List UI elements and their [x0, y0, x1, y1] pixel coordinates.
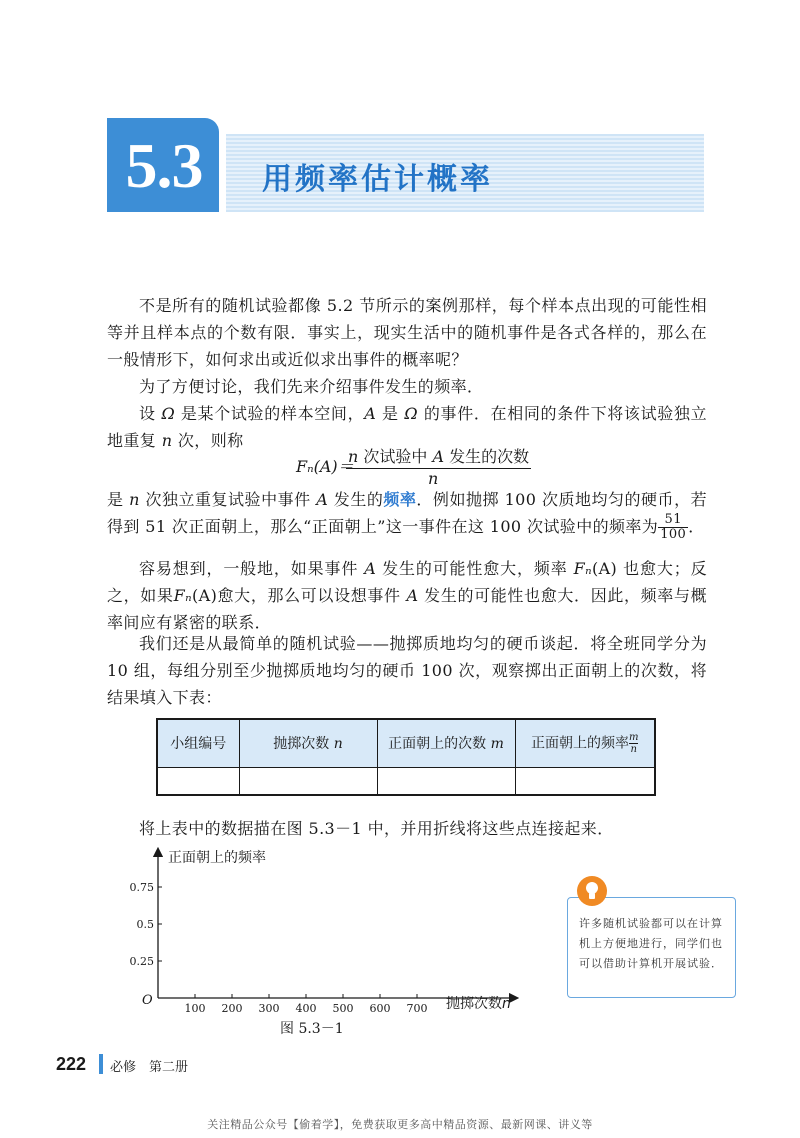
header-text: 正面朝上的频率 — [531, 735, 629, 752]
book-title: 必修 第二册 — [110, 1060, 189, 1075]
text-run: 愈大，那么可以设想事件 — [217, 586, 407, 605]
text-run: 是某个试验的样本空间， — [175, 404, 365, 423]
frequency-chart — [130, 846, 520, 1016]
formula-numerator — [346, 447, 531, 469]
header-var: m — [490, 736, 504, 753]
paragraph-experiment-text: 我们还是从最简单的随机试验——抛掷质地均匀的硬币谈起．将全班同学分为 10 组，每组分别至少抛掷质地均匀的硬币 100 次，观察掷出正面朝上的次数，将结果填入下表： — [107, 634, 707, 707]
paragraph-experiment — [107, 630, 707, 711]
table-header-heads — [377, 719, 515, 767]
header-text: 正面朝上的次数 — [388, 736, 491, 753]
page-number-bar — [99, 1054, 103, 1074]
fraction-51-100 — [658, 513, 688, 542]
paragraph-intro — [107, 292, 707, 373]
text-run: 次，则称 — [172, 431, 244, 450]
fraction-denominator: n — [630, 743, 637, 755]
keyword-frequency: 频率 — [383, 490, 417, 509]
x-tick-label: 100 — [184, 1002, 206, 1015]
table-header-tosses — [239, 719, 377, 767]
fraction-numerator: m — [629, 731, 639, 743]
x-axis-title-text: 抛掷次数 — [446, 996, 502, 1012]
text-run: 设 — [139, 404, 162, 423]
paragraph-frequency — [107, 486, 707, 542]
origin-label: O — [142, 993, 153, 1008]
y-tick-label: 0.5 — [136, 918, 154, 931]
x-tick-label: 300 — [258, 1002, 280, 1015]
table-cell[interactable] — [239, 767, 377, 795]
text-run: 发生的可能性愈大，频率 — [376, 559, 574, 578]
watermark-text: 关注精品公众号【偷着学】，免费获取更多高中精品资源、最新网课、讲义等 — [207, 1118, 593, 1131]
text-run: 也愈大；反之，如果 — [107, 559, 708, 605]
x-tick-label: 400 — [295, 1002, 317, 1015]
omega-symbol: Ω — [161, 404, 176, 423]
text-run: 是 — [107, 490, 130, 509]
text-run: 是 — [376, 404, 405, 423]
text-run: 发生的 — [328, 490, 384, 509]
header-var: n — [333, 736, 343, 753]
side-note — [567, 897, 736, 998]
event-symbol: A — [364, 404, 377, 423]
table-header-group — [157, 719, 239, 767]
text-run: 发生的次数 — [444, 447, 530, 466]
table-cell[interactable] — [157, 767, 239, 795]
y-tick-label: 0.75 — [130, 881, 154, 894]
text-run: 容易想到，一般地，如果事件 — [139, 559, 365, 578]
data-table — [156, 718, 656, 796]
omega-symbol: Ω — [404, 404, 419, 423]
text-run: 的事件．在相同的条件下将该试验独立地重复 — [107, 404, 707, 450]
fraction-denominator: 100 — [660, 527, 687, 542]
section-title: 用频率估计概率 — [262, 162, 493, 197]
x-axis-title — [446, 995, 511, 1012]
text-run: (A) — [591, 559, 618, 578]
text-run: A — [432, 447, 445, 466]
paragraph-discussion — [107, 373, 707, 400]
event-symbol: A — [406, 586, 419, 605]
paragraph-definition — [107, 400, 707, 454]
y-tick-label: 0.25 — [130, 955, 154, 968]
table-header-frequency — [515, 719, 655, 767]
table-row — [157, 767, 655, 795]
x-tick-label: 600 — [369, 1002, 391, 1015]
fn-symbol: Fₙ — [573, 559, 592, 578]
text-run: n — [348, 447, 359, 466]
text-run: (A) — [192, 586, 218, 605]
paragraph-plot-instruction — [107, 815, 707, 842]
n-symbol: n — [161, 431, 173, 450]
event-symbol: A — [316, 490, 329, 509]
text-run: 发生的可能性也愈大．因此，频率与概率间应有紧密的联系． — [107, 586, 708, 632]
x-tick-label: 200 — [221, 1002, 243, 1015]
fraction-m-n — [629, 732, 638, 755]
paragraph-relation — [107, 555, 707, 636]
table-cell[interactable] — [377, 767, 515, 795]
fn-symbol: Fₙ — [173, 586, 193, 605]
paragraph-plot-text: 将上表中的数据描在图 5.3－1 中，并用折线将这些点连接起来． — [139, 819, 614, 838]
x-tick-label: 500 — [332, 1002, 354, 1015]
text-run: 次试验中 — [358, 447, 433, 466]
figure-caption: 图 5.3－1 — [280, 1021, 344, 1037]
lightbulb-icon — [575, 874, 609, 908]
page-number: 222 — [56, 1054, 87, 1074]
section-number: 5.3 — [125, 130, 203, 201]
event-symbol: A — [364, 559, 377, 578]
header-text: 抛掷次数 — [273, 736, 334, 753]
x-axis-title-var: n — [502, 996, 511, 1012]
table-header-row — [157, 719, 655, 767]
formula-lhs: Fₙ(A)＝ — [296, 457, 354, 476]
n-symbol: n — [129, 490, 140, 509]
header-text: 小组编号 — [170, 736, 227, 753]
text-run: 次独立重复试验中事件 — [139, 490, 317, 509]
paragraph-discussion-text: 为了方便讨论，我们先来介绍事件发生的频率． — [139, 377, 484, 396]
formula-denominator: n — [428, 469, 439, 488]
paragraph-intro-text: 不是所有的随机试验都像 5.2 节所示的案例那样，每个样本点出现的可能性相等并且样本点的个数有限．事实上，现实生活中的随机事件是各式各样的，那么在一般情形下，如何求出或近似求出事件的概率呢？ — [107, 296, 707, 369]
text-run: ．例如抛掷 100 次质地均匀的硬币，若得到 51 次正面朝上，那么“正面朝上”这一事件在这 100 次试验中的频率为 — [107, 490, 707, 536]
y-axis-title: 正面朝上的频率 — [168, 850, 266, 866]
fraction-numerator: 51 — [658, 513, 688, 528]
side-note-text: 许多随机试验都可以在计算机上方便地进行，同学们也可以借助计算机开展试验． — [579, 917, 723, 970]
table-cell[interactable] — [515, 767, 655, 795]
text-run: ． — [688, 517, 705, 536]
x-tick-label: 700 — [406, 1002, 428, 1015]
